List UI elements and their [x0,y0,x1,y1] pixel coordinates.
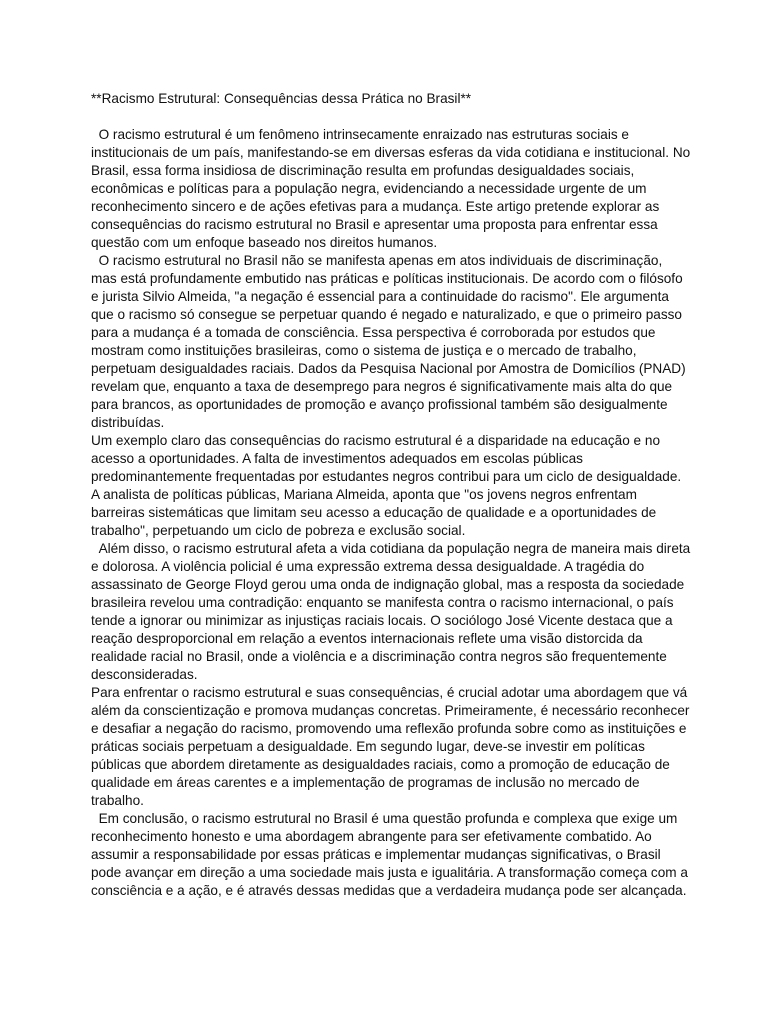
paragraph-introduction: O racismo estrutural é um fenômeno intrinsecamente enraizado nas estruturas sociais e institucionais de um país, manifestando-se em diversas esferas da vida cotidiana e institucional. No Brasil, essa forma insidiosa de discriminação resulta em profundas desigualdades sociais, econômicas e políticas para a população negra, evidenciando a necessidade urgente de um reconhecimento sincero e de ações efetivas para a mudança. Este artigo pretende explorar as consequências do racismo estrutural no Brasil e apresentar uma proposta para enfrentar essa questão com um enfoque baseado nos direitos humanos. [91,127,694,250]
document-body [91,90,694,900]
paragraph-conclusion: Em conclusão, o racismo estrutural no Brasil é uma questão profunda e complexa que exige um reconhecimento honesto e uma abordagem abrangente para ser efetivamente combatido. Ao assumir a responsabilidade por essas práticas e implementar mudanças significativas, o Brasil pode avançar em direção a uma sociedade mais justa e igualitária. A transformação começa com a consciência e a ação, e é através dessas medidas que a verdadeira mudança pode ser alcançada. [91,811,692,898]
paragraph-violence: Além disso, o racismo estrutural afeta a vida cotidiana da população negra de maneira mais direta e dolorosa. A violência policial é uma expressão extrema dessa desigualdade. A tragédia do assassinato de George Floyd gerou uma onda de indignação global, mas a resposta da sociedade brasileira revelou uma contradição: enquanto se manifesta contra o racismo internacional, o país tende a ignorar ou minimizar as injustiças raciais locais. O sociólogo José Vicente destaca que a reação desproporcional em relação a eventos internacionais reflete uma visão distorcida da realidade racial no Brasil, onde a violência e a discriminação contra negros são frequentemente desconsideradas. [91,541,694,682]
document-title: **Racismo Estrutural: Consequências dessa Prática no Brasil** [91,91,472,106]
paragraph-denial: O racismo estrutural no Brasil não se manifesta apenas em atos individuais de discriminação, mas está profundamente embutido nas práticas e políticas institucionais. De acordo com o filósofo e jurista Silvio Almeida, "a negação é essencial para a continuidade do racismo". Ele argumenta que o racismo só consegue se perpetuar quando é negado e naturalizado, e que o primeiro passo para a mudança é a tomada de consciência. Essa perspectiva é corroborada por estudos que mostram como instituições brasileiras, como o sistema de justiça e o mercado de trabalho, perpetuam desigualdades raciais. Dados da Pesquisa Nacional por Amostra de Domicílios (PNAD) revelam que, enquanto a taxa de desemprego para negros é significativamente mais alta do que para brancos, as oportunidades de promoção e avanço profissional também são desigualmente distribuídas. [91,253,690,430]
paragraph-education: Um exemplo claro das consequências do racismo estrutural é a disparidade na educação e no acesso a oportunidades. A falta de investimentos adequados em escolas públicas predominantemente frequentadas por estudantes negros contribui para um ciclo de desigualdade. A analista de políticas públicas, Mariana Almeida, aponta que "os jovens negros enfrentam barreiras sistemáticas que limitam seu acesso a educação de qualidade e a oportunidades de trabalho", perpetuando um ciclo de pobreza e exclusão social. [91,433,685,538]
paragraph-proposal: Para enfrentar o racismo estrutural e suas consequências, é crucial adotar uma abordagem que vá além da conscientização e promova mudanças concretas. Primeiramente, é necessário reconhecer e desafiar a negação do racismo, promovendo uma reflexão profunda sobre como as instituições e práticas sociais perpetuam a desigualdade. Em segundo lugar, deve-se investir em políticas públicas que abordem diretamente as desigualdades raciais, como a promoção de educação de qualidade em áreas carentes e a implementação de programas de inclusão no mercado de trabalho. [91,685,694,808]
